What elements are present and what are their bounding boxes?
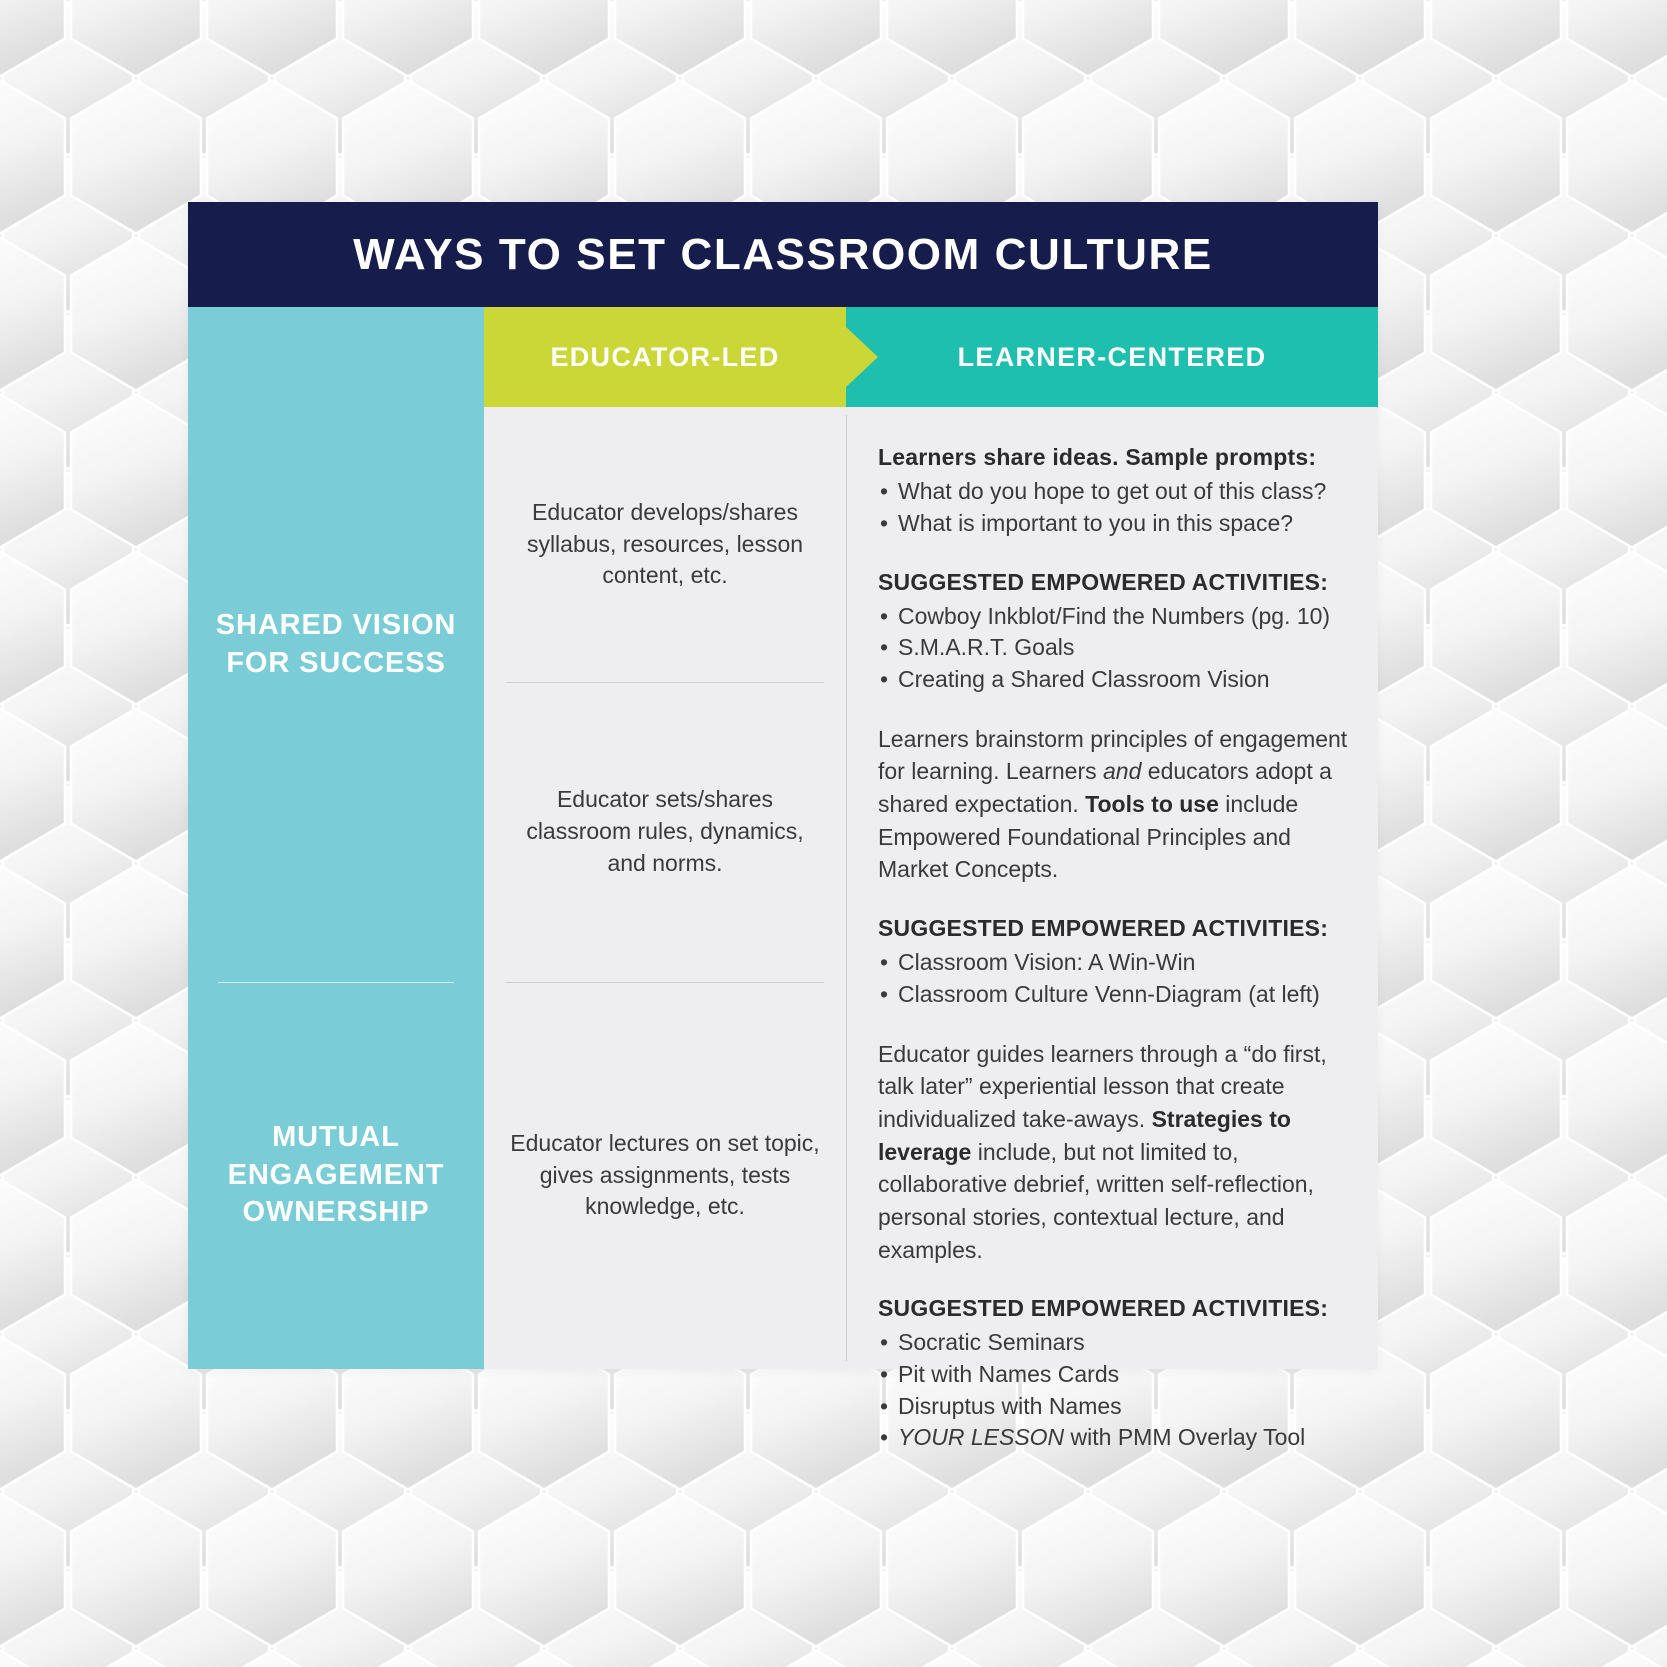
column-header-educator-led [484,307,846,407]
learner-centered-column [846,407,1378,1451]
paragraph-part: include, but not limited to, collaborative debrief, written self-reflection, personal stories, contextual lecture, and examples. [878,1138,1314,1263]
learner-block-heading: Learners share ideas. Sample prompts: [878,444,1317,470]
learner-bullet-list [878,947,1348,1010]
paragraph-bold: Tools to use [1085,791,1219,818]
sidebar-item-mutual-engagement [188,982,484,1369]
category-sidebar-column [188,307,484,1369]
title-bar [188,202,1378,307]
educator-led-column [484,407,846,1369]
list-item: • S.M.A.R.T. Goals [878,632,1348,664]
list-item: • Cowboy Inkblot/Find the Numbers (pg. 10) [878,601,1348,633]
column-header-row [484,307,1378,407]
body-grid [188,307,1378,1451]
educator-cell-text: Educator develops/shares syllabus, resources, lesson content, etc. [526,498,804,589]
learner-block-heading: SUGGESTED EMPOWERED ACTIVITIES: [878,1295,1329,1322]
learner-block-activities-2 [878,900,1348,1025]
list-item: • What is important to you in this space? [878,508,1348,540]
content-row [484,407,1378,1451]
learner-bullet-list [878,601,1348,696]
paragraph-bold: Strategies to leverage [878,1105,1291,1165]
list-item: • Disruptus with Names [878,1391,1348,1423]
paragraph-part: Learners brainstorm principles of engagement for learning. Learners [878,725,1348,785]
learner-block-experiential [878,1025,1348,1281]
list-item: • Pit with Names Cards [878,1359,1348,1391]
sidebar-item-label: MUTUAL ENGAGEMENT OWNERSHIP [227,1120,445,1229]
learner-block-brainstorm [878,710,1348,900]
educator-cell-3 [484,982,846,1369]
column-header-learner-centered [846,307,1378,407]
sidebar-item-label: SHARED VISION FOR SUCCESS [215,608,457,679]
bullet-italic: YOUR LESSON [898,1424,1065,1451]
learner-block-heading: SUGGESTED EMPOWERED ACTIVITIES: [878,568,1329,595]
educator-cell-text: Educator sets/shares classroom rules, dynamics, and norms. [526,786,804,876]
comparison-columns [484,307,1378,1451]
list-item: • Creating a Shared Classroom Vision [878,664,1348,696]
paragraph-italic: and [1103,758,1142,785]
paragraph-part: Educator guides learners through a “do first, talk later” experiential lesson that create individualized take-aways. [878,1040,1327,1132]
column-header-label: LEARNER-CENTERED [957,341,1267,372]
learner-bullet-list [878,1327,1348,1454]
list-item: • Socratic Seminars [878,1327,1348,1359]
column-header-label: EDUCATOR-LED [550,341,780,372]
educator-cell-1 [484,407,846,682]
sidebar-item-shared-vision [188,307,484,982]
infographic-card [188,202,1378,1451]
learner-block-paragraph [878,1038,1348,1267]
learner-block-activities-1 [878,554,1348,710]
bullet-rest: with PMM Overlay Tool [1064,1424,1306,1451]
educator-cell-text: Educator lectures on set topic, gives assignments, tests knowledge, etc. [510,1129,820,1220]
learner-block-activities-3 [878,1280,1348,1468]
list-item-italic-lead [878,1422,1348,1454]
list-item: • Classroom Culture Venn-Diagram (at left) [878,979,1348,1011]
learner-block-heading: SUGGESTED EMPOWERED ACTIVITIES: [878,915,1329,942]
learner-bullet-list [878,476,1348,539]
paragraph-part: include Empowered Foundational Principles and Market Concepts. [878,791,1299,883]
educator-cell-2 [484,682,846,982]
list-item: • Classroom Vision: A Win-Win [878,947,1348,979]
learner-block-prompts [878,429,1348,554]
page-title: WAYS TO SET CLASSROOM CULTURE [353,229,1213,279]
paragraph-part: educators adopt a shared expectation. [878,758,1332,818]
list-item: • What do you hope to get out of this class? [878,476,1348,508]
learner-block-paragraph [878,723,1348,886]
